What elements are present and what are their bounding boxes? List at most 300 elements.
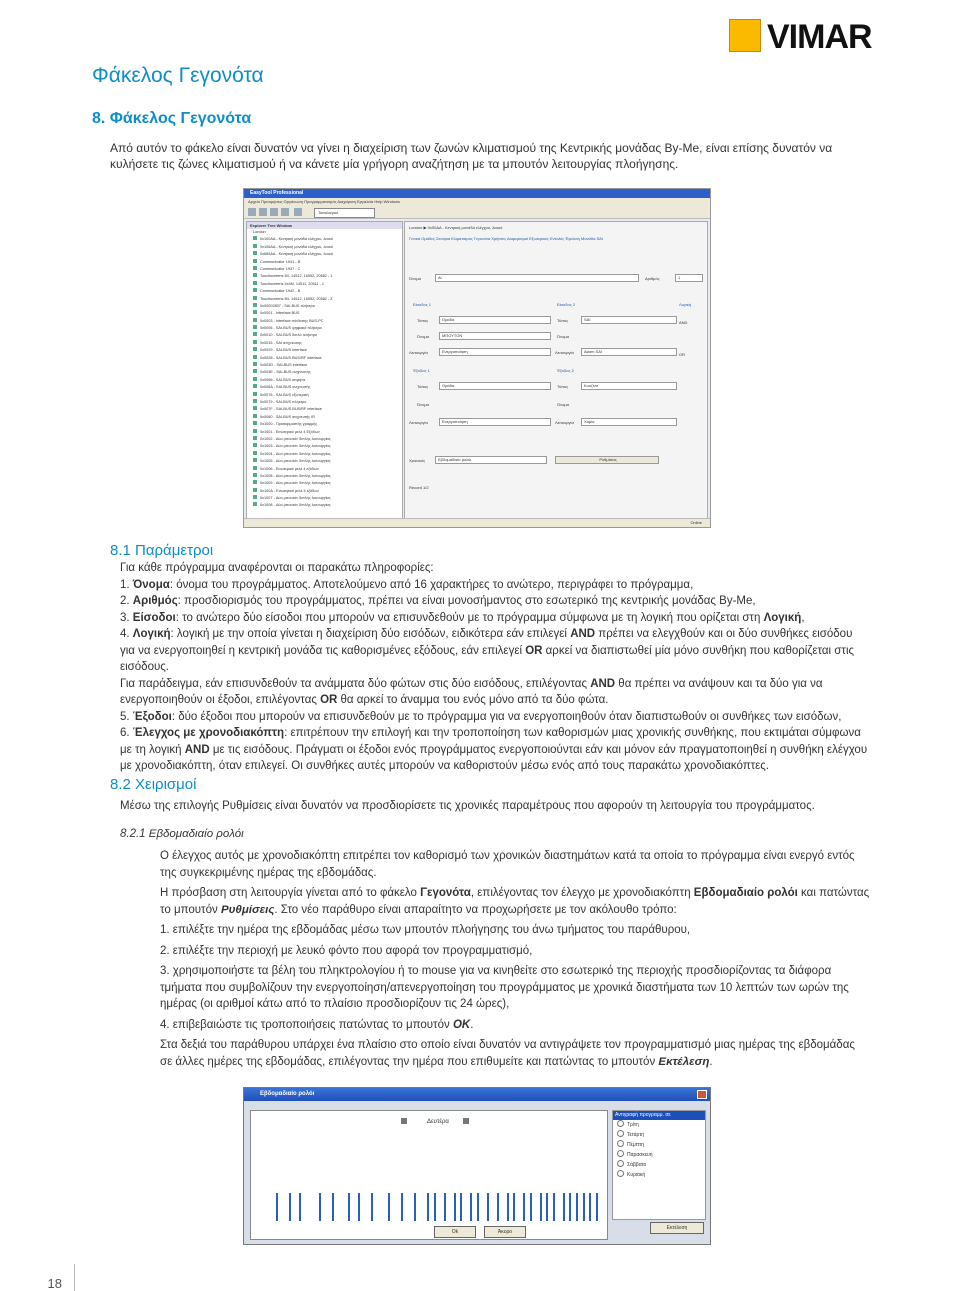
day-option-label: Σάββατο: [627, 1162, 647, 1168]
close-icon: [697, 1090, 707, 1099]
tree-item-label: 0x1004 - Δύο μπουτόν διπλής λειτουργίας: [260, 451, 331, 456]
active-slot: [332, 1193, 334, 1221]
radio-icon: [617, 1160, 624, 1167]
tree-item-label: 0x106AA - Κεντρική μονάδα ελέγχου, λευκό: [260, 244, 334, 249]
step-4: [160, 1017, 870, 1034]
param-2-term: Αριθμός: [132, 595, 178, 607]
param-6: [120, 725, 870, 775]
step-3: 3. χρησιμοποιήστε τα βέλη του πληκτρολογίου ή το mouse για να κινηθείτε στο εσωτερικό της περιοχής προσδιορίζοντας τα διάφορα τμήματα που συμβολίζουν την ενεργοποίηση/απενεργοποίηση του προγράμματος με χρονικά διαστήματα των 10 λεπτών των ωρών της ημέρας (οι αριθμοί κάτω από το πλαίσιο προσδιορίζουν τις 24 ώρες),: [160, 965, 849, 1010]
input2-type: SAI: [581, 316, 677, 324]
tree-item: [247, 236, 402, 243]
param-6-text-b: με τις εισόδους. Πράγματι οι έξοδοι ενός προγράμματος ενεργοποιούνται εάν και μόνον εάν πραγματοποιηθεί η συνθήκη ελέγχου με χρονοδιακόπτη, όταν επιλεγεί. Οι συνθήκες αυτές μπορούν να καθοριστούν μέσω ενός από τους παρακάτω χρονοδιακόπτες.: [120, 743, 868, 772]
output2-type: Κουζίνα: [581, 382, 677, 390]
input1-name: ΜΠΟΥΤΟΝ: [439, 332, 551, 340]
day-option-label: Κυριακή: [627, 1172, 646, 1178]
param-4: [120, 626, 870, 709]
tree-item-label: 0x0006 - SAI-BUS ψηφιακό πλήκτρο: [260, 326, 322, 331]
tree-item-label: Touchscreens 4x4M, 14511, 20511 - 1: [260, 281, 325, 286]
active-slot: [414, 1193, 416, 1221]
tree-root: London: [253, 230, 266, 234]
tree-item-label: Communicator 1942 - B: [260, 289, 301, 294]
output1-type: Ομάδα: [439, 382, 551, 390]
tree-item: [247, 429, 402, 436]
and-term: AND: [570, 628, 596, 640]
settings-lead: Μέσω της επιλογής Ρυθμίσεις είναι δυνατόν να προσδιορίσετε τις χρονικές παραμέτρους που αφορούν τη λειτουργία του προγράμματος.: [120, 800, 815, 812]
device-icon: [253, 296, 257, 300]
active-slot: [507, 1193, 509, 1221]
param-2: [120, 593, 870, 610]
active-slot: [460, 1193, 462, 1221]
tree-item-label: 0x100A - Εσωτερικό ρελέ 4 εξόδων: [260, 488, 320, 493]
active-slot: [319, 1193, 321, 1221]
active-slot: [299, 1193, 301, 1221]
param-3-num: 3.: [120, 611, 130, 624]
copy-list-header: Αντιγραφή προγραμμ. σε: [613, 1111, 705, 1120]
device-icon: [253, 347, 257, 351]
event-form: [404, 221, 708, 523]
param-4-example-b: θα πρέπει να ανάψουν και τα δύο για να ενεργοποιηθούν οι έξοδοι, επιλέγοντας: [120, 677, 823, 706]
active-slot: [427, 1193, 429, 1221]
device-icon: [253, 325, 257, 329]
active-slot: [454, 1193, 456, 1221]
active-slot: [348, 1193, 350, 1221]
active-slot: [596, 1193, 598, 1221]
tree-item: [247, 325, 402, 332]
easytool-screenshot: [243, 188, 711, 528]
active-slot: [276, 1193, 278, 1221]
device-icon: [253, 458, 257, 462]
tree-item: [247, 281, 402, 288]
device-icon: [253, 392, 257, 396]
device-icon: [253, 362, 257, 366]
param-5-term: Έξοδοι: [132, 710, 172, 723]
breadcrumb: London ▶ 0x00AA - Κεντρική μονάδα ελέγχου, λευκό: [409, 225, 503, 230]
or-option: OR: [679, 352, 685, 357]
device-icon: [253, 259, 257, 263]
active-slot: [470, 1193, 472, 1221]
tree-item: [247, 355, 402, 362]
func-label: Λειτουργία: [409, 350, 428, 355]
active-slot: [388, 1193, 390, 1221]
tree-item-label: Communicator 1941 - B: [260, 259, 301, 264]
active-slot: [546, 1193, 548, 1221]
device-icon: [253, 355, 257, 359]
status-bar: [244, 518, 710, 527]
param-1-num: 1.: [120, 578, 130, 591]
radio-icon: [617, 1130, 624, 1137]
tree-item: [247, 266, 402, 273]
tree-item: [247, 303, 402, 310]
tree-item: [247, 384, 402, 391]
and-term-2: AND: [590, 677, 616, 690]
settings-button-ref: Ρυθμίσεις: [220, 903, 275, 916]
tree-item: [247, 436, 402, 443]
param-5: [120, 709, 870, 726]
tree-item-label: Communicator 1937 - C: [260, 266, 301, 271]
tree-item-label: Touchscreens IM- 14512, 16952, 20582 - Z: [260, 296, 333, 301]
timer-select: Εβδομαδιαίο ρολόι: [435, 456, 547, 464]
tree-item: [247, 421, 402, 428]
schedule-panel: [250, 1110, 608, 1240]
tree-item-label: 0x0079 - SAI-BUS πλήκτρο: [260, 399, 307, 404]
execute-button-ref: Εκτέλεση: [658, 1055, 710, 1068]
step-4-end: .: [470, 1018, 474, 1031]
view-combo: Τοπολογικό: [314, 208, 375, 218]
tree-item-label: 0x666AA - Κεντρική μονάδα ελέγχου, λευκό: [260, 252, 334, 257]
device-icon: [253, 244, 257, 248]
device-icon: [253, 429, 257, 433]
schedule-band: [269, 1193, 599, 1221]
active-slot: [563, 1193, 565, 1221]
radio-icon: [617, 1140, 624, 1147]
tree-item: [247, 296, 402, 303]
tree-item: [247, 332, 402, 339]
new-icon: [248, 208, 256, 216]
device-icon: [253, 480, 257, 484]
device-icon: [253, 340, 257, 344]
device-icon: [253, 406, 257, 410]
settings-icon: [294, 208, 302, 216]
device-icon: [253, 436, 257, 440]
device-icon: [253, 303, 257, 307]
tree-item: [247, 273, 402, 280]
next-day-icon: [463, 1118, 469, 1124]
tree-item-label: 0x00002837 - SAI-BUS πλήκτρο: [260, 303, 315, 308]
dialog-title: Εβδομαδιαίο ρολόι: [244, 1088, 710, 1101]
active-slot: [401, 1193, 403, 1221]
page-header-title: Φάκελος Γεγονότα: [92, 64, 264, 87]
ok-button-ref: OK: [452, 1018, 471, 1031]
input2-func: Alarm SAI: [581, 348, 677, 356]
device-icon: [253, 310, 257, 314]
tree-item: [247, 318, 402, 325]
param-3-term: Είσοδοι: [132, 611, 176, 624]
copy-days-desc: [160, 1037, 870, 1070]
settings-heading: 8.2 Χειρισμοί: [110, 776, 197, 793]
day-option: [613, 1130, 705, 1140]
param-6-text-a: : επιτρέπουν την επιλογή και την τροποποίηση των καθορισμών μιας χρονικής συνθήκης, που εκτιμάται σύμφωνα με τη λογική: [120, 727, 861, 756]
number-field: 1: [675, 274, 703, 282]
out1-type-label: Τύπος: [417, 384, 429, 389]
param-4-num: 4.: [120, 628, 130, 640]
tree-item-label: 0x0003 - Interface σύνδεσης BUS-PC: [260, 318, 324, 323]
settings-button: Ρυθμίσεις: [555, 456, 659, 464]
params-list: [120, 560, 870, 775]
active-slot: [583, 1193, 585, 1221]
out2-func-label: Λειτουργία: [555, 420, 574, 425]
param-2-text: : προσδιορισμός του προγράμματος, πρέπει να είναι μονοσήμαντος στο εσωτερικό της κεντρικής μονάδας By-Me,: [177, 595, 756, 607]
tree-item-label: 0x1005 - Δύο μπουτόν διπλής λειτουργίας: [260, 459, 331, 464]
weekly-clock-ref: Εβδομαδιαίο ρολόι: [693, 887, 798, 899]
online-status: Online: [690, 520, 702, 525]
type-label: Τύπος: [417, 318, 429, 323]
tree-item-label: 0x1007 - Δύο μπουτόν διπλής λειτουργίας: [260, 496, 331, 501]
tree-item-label: 0x1001 - Εσωτερικό ρελέ 4 Εξόδων: [260, 429, 320, 434]
brand-logo: [729, 19, 871, 55]
name-label: Όνομα: [409, 276, 421, 281]
day-option-label: Τετάρτη: [627, 1132, 645, 1138]
weekly-clock-body: [160, 848, 870, 1070]
weekly-clock-desc: Ο έλεγχος αυτός με χρονοδιακόπτη επιτρέπει τον καθορισμό των χρονικών διαστημάτων κατά τα οποία το πρόγραμμα είναι ενεργό εντός της συγκεκριμένης ημέρας της εβδομάδας.: [160, 850, 855, 879]
tree-item: [247, 458, 402, 465]
tree-item-label: 0x1002 - Δύο μπουτόν διπλής λειτουργίας: [260, 436, 331, 441]
tree-item: [247, 369, 402, 376]
params-heading: 8.1 Παράμετροι: [110, 542, 214, 559]
tree-item: [247, 244, 402, 251]
device-icon: [253, 318, 257, 322]
tree-item-label: Touchscreens IM- 14512, 16952, 20582 - 1: [260, 274, 333, 279]
output2-func: Χαμία: [581, 418, 677, 426]
tree-item-label: 0x0029 - SAI-BUS Interface: [260, 348, 307, 353]
day-option-label: Παρασκευή: [627, 1152, 653, 1158]
copy-days-list: [612, 1110, 706, 1220]
param-3: 3. Είσοδοι: το ανώτερο δύο είσοδοι που μπορούν να επισυνδεθούν με το πρόγραμμα σύμφωνα με τη λογική που ορίζεται στη Λογική,: [120, 611, 805, 624]
tree-item-label: 0x0010 - SAI-BUS διπλό πλήκτρο: [260, 333, 317, 338]
day-option: [613, 1160, 705, 1170]
page-number-box: [0, 1264, 75, 1291]
radio-icon: [617, 1170, 624, 1177]
param-1: [120, 577, 870, 594]
tree-item: [247, 310, 402, 317]
save-icon: [270, 208, 278, 216]
tree-item: [247, 259, 402, 266]
active-slot: [434, 1193, 436, 1221]
menu-bar: Αρχείο Προτιμήσεις Οργάνωση Προγραμματισμός Διαχείριση Εργαλεία Help Windows: [244, 198, 710, 206]
input1-group: Είσοδος 1: [413, 302, 431, 307]
device-icon: [253, 273, 257, 277]
tree-item-label: 0x0015 - SAI ανίχνευσης: [260, 340, 302, 345]
day-option: [613, 1140, 705, 1150]
page-number: 18: [47, 1276, 62, 1291]
tree-item: [247, 362, 402, 369]
active-slot: [540, 1193, 542, 1221]
param-4-example-c: θα αρκεί το άναμμα του ενός μόνο από τα δύο φώτα.: [337, 694, 609, 706]
tree-item: [247, 340, 402, 347]
step-1: 1. επιλέξτε την ημέρα της εβδομάδας μέσω των μπουτόν πλοήγησης του άνω τμήματος του παράθυρου,: [160, 924, 691, 936]
number-label: Αριθμός: [645, 276, 660, 281]
brand-name: VIMAR: [767, 18, 872, 56]
input1-func: Ενεργοποίηση: [439, 348, 551, 356]
toolbar: [244, 206, 710, 219]
current-day: Δευτέρα: [427, 1119, 449, 1125]
device-icon: [253, 414, 257, 418]
section-intro: Από αυτόν το φάκελο είναι δυνατόν να γίνει η διαχείριση των ζωνών κλιματισμού της Κεντρικής μονάδας By-Me, είναι επίσης δυνατόν να κυλήσετε τις ζώνες κλιματισμού ή να κάνετε μία γρήγορη αναζήτηση με τα μπουτόν λειτουργίας πλοήγησης.: [110, 141, 833, 171]
day-option: [613, 1120, 705, 1130]
param-3-text: : το ανώτερο δύο είσοδοι που μπορούν να επισυνδεθούν με το πρόγραμμα σύμφωνα με τη λογική που ορίζεται στη: [175, 611, 764, 624]
input2-name-label: Όνομα: [557, 334, 569, 339]
tree-item-label: 0x0001 - Interface BUS: [260, 311, 300, 316]
param-4-text-b: πρέπει να ελεγχθούν και οι δύο συνθήκες εισόδου για να ενεργοποιηθεί η κεντρική μονάδα τις καθορισμένες εξόδους, εάν επιλεγεί: [120, 628, 853, 657]
active-slot: [530, 1193, 532, 1221]
device-icon: [253, 399, 257, 403]
param-2-num: 2.: [120, 595, 130, 607]
tree-item: [247, 399, 402, 406]
device-icon: [253, 421, 257, 425]
device-icon: [253, 266, 257, 270]
active-slot: [371, 1193, 373, 1221]
active-slot: [589, 1193, 591, 1221]
output2-group: Έξοδος 2: [557, 368, 574, 373]
tree-item: [247, 502, 402, 509]
out2-name-label: Όνομα: [557, 402, 569, 407]
tree-item: [247, 414, 402, 421]
weekly-clock-access: [160, 885, 870, 918]
params-lead: Για κάθε πρόγραμμα αναφέρονται οι παρακάτω πληροφορίες:: [120, 562, 434, 574]
tree-item-label: 0x006A - SAI-BUS ανιχνευτής: [260, 385, 311, 390]
radio-icon: [617, 1120, 624, 1127]
timer-label: Χρονικός: [409, 458, 426, 463]
param-4-text-c: αρκεί να διαπιστωθεί μία μόνο συνθήκη που καθορίζεται στις εισόδους.: [120, 644, 855, 673]
or-term-2: OR: [320, 694, 338, 706]
param-5-text: : δύο έξοδοι που μπορούν να επισυνδεθούν με το πρόγραμμα για να ενεργοποιηθούν όταν διαπιστωθούν οι συνθήκες των εισόδων,: [171, 710, 842, 723]
tree-title: Explorer Tree Window: [247, 222, 402, 229]
tree-item-label: 0x1006 - Εσωτερικό ρελέ 4 εξόδων: [260, 466, 319, 471]
tree-item-label: 0x1008 - Δύο μπουτόν διπλής λειτουργίας: [260, 473, 331, 478]
step-4-text: 4. επιβεβαιώστε τις τροποποιήσεις πατώντας το μπουτόν: [160, 1018, 453, 1031]
out1-name-label: Όνομα: [417, 402, 429, 407]
active-slot: [569, 1193, 571, 1221]
cancel-button: Άκυρο: [484, 1226, 526, 1238]
and-term-3: AND: [184, 743, 210, 756]
param-6-num: 6.: [120, 727, 130, 739]
device-icon: [253, 451, 257, 455]
tree-item-label: 0x1003 - Δύο μπουτόν διπλής λειτουργίας: [260, 444, 331, 449]
day-option-label: Τρίτη: [627, 1122, 639, 1128]
out2-type-label: Τύπος: [557, 384, 569, 389]
events-folder-ref: Γεγονότα: [420, 887, 471, 899]
access-text-g: . Στο νέο παράθυρο είναι απαραίτητο να προχωρήσετε με τον ακόλουθο τρόπο:: [274, 903, 677, 916]
device-icon: [253, 369, 257, 373]
input1-name-label: Όνομα: [417, 334, 429, 339]
tree-item: [247, 466, 402, 473]
day-option: [613, 1170, 705, 1180]
tree-item: [247, 480, 402, 487]
tree-item-label: 0x1000 - Προσαρμοστής γραμμής: [260, 422, 318, 427]
tree-item: [247, 443, 402, 450]
param-4-text-a: : λογική με την οποία γίνεται η διαχείριση δύο εισόδων, ειδικότερα εάν επιλεγεί: [170, 628, 571, 640]
tree-item: [247, 495, 402, 502]
tree-item-label: 0x0028 - SAI-BUS BUS/RF interface: [260, 355, 322, 360]
window-title: EasyTool Professional: [244, 189, 710, 198]
active-slot: [487, 1193, 489, 1221]
device-icon: [253, 251, 257, 255]
tree-item: [247, 406, 402, 413]
day-option: [613, 1150, 705, 1160]
tree-item-label: 0x003E - SAI-BUS ανιχνευτής: [260, 370, 311, 375]
device-icon: [253, 281, 257, 285]
active-slot: [513, 1193, 515, 1221]
tree-item: [247, 488, 402, 495]
device-icon: [253, 443, 257, 447]
logic-group: Λογική: [679, 302, 692, 307]
device-icon: [253, 495, 257, 499]
tree-item-label: 0x003D - SAI-BUS interface: [260, 363, 308, 368]
param-1-term: Όνομα: [132, 578, 170, 591]
param-3-logic-ref: Λογική: [763, 611, 802, 624]
prev-day-icon: [401, 1118, 407, 1124]
tree-item: [247, 347, 402, 354]
execute-button: Εκτέλεση: [650, 1222, 704, 1234]
active-slot: [477, 1193, 479, 1221]
active-slot: [553, 1193, 555, 1221]
tree-item: [247, 377, 402, 384]
vimar-logo-icon: [729, 19, 761, 52]
device-icon: [253, 236, 257, 240]
tree-item-label: 0x1008 - Δύο μπουτόν διπλής λειτουργίας: [260, 503, 331, 508]
weekly-clock-subheading: 8.2.1 Εβδομαδιαίο ρολόι: [120, 828, 244, 840]
ok-button: Ok: [434, 1226, 476, 1238]
section-heading: 8. Φάκελος Γεγονότα: [92, 110, 252, 127]
weekly-clock-screenshot: [243, 1087, 711, 1245]
access-text-a: Η πρόσβαση στη λειτουργία γίνεται από το φάκελο: [160, 887, 421, 899]
active-slot: [497, 1193, 499, 1221]
active-slot: [576, 1193, 578, 1221]
active-slot: [289, 1193, 291, 1221]
device-icon: [253, 502, 257, 506]
and-option: AND: [679, 320, 688, 325]
active-slot: [358, 1193, 360, 1221]
param-1-text: : όνομα του προγράμματος. Αποτελούμενο από 16 χαρακτήρες το ανώτερο, περιγράφει το πρόγραμμα,: [169, 578, 694, 591]
copy-text: Στα δεξιά του παράθυρου υπάρχει ένα πλαίσιο στο οποίο είναι δυνατόν να αντιγράψετε τον προγραμματισμό μιας ημέρας της εβδομάδας σε άλλες ημέρες της εβδομάδας, επιλέγοντας την ημέρα που επιθυμείτε και πατώντας το μπουτόν: [160, 1039, 855, 1068]
form-tabs: Γενικά Ομάδες Σενάρια Κλιματισμός Γεγονότα Χρήστες Διαμερισμοί Εξωτερικές Εντολές Έγκλιση Μονάδα SAI: [409, 236, 603, 241]
active-slot: [523, 1193, 525, 1221]
explorer-tree: [246, 221, 403, 523]
record-indicator: Record 1/2: [409, 485, 429, 490]
param-4-example-a: Για παράδειγμα, εάν επισυνδεθούν τα ανάμματα δύο φώτων στις δύο εισόδους, επιλέγοντας: [120, 677, 591, 690]
tree-item: [247, 288, 402, 295]
input1-type: Ομάδα: [439, 316, 551, 324]
tree-item: [247, 451, 402, 458]
device-icon: [253, 332, 257, 336]
device-icon: [253, 377, 257, 381]
tree-item-label: 0x100AA - Κεντρική μονάδα ελέγχου, λευκό: [260, 237, 334, 242]
output1-group: Έξοδος 1: [413, 368, 430, 373]
type-label-2: Τύπος: [557, 318, 569, 323]
open-icon: [259, 208, 267, 216]
day-option-label: Πέμπτη: [627, 1142, 644, 1148]
tree-item-label: 0x0066 - SAI-BUS σειρήνα: [260, 377, 306, 382]
access-text-e: και πατώντας το μπουτόν: [160, 887, 870, 916]
device-icon: [253, 384, 257, 388]
tree-item-label: 0x007F - SAI-BUS BUS/RF interface: [260, 407, 322, 412]
active-slot: [444, 1193, 446, 1221]
output1-func: Ενεργοποίηση: [439, 418, 551, 426]
tree-item-label: 0x0076 - SAI-BUS εξωτερική: [260, 392, 309, 397]
tree-item-label: 0x1009 - Δύο μπουτόν διπλής λειτουργίας: [260, 481, 331, 486]
tree-item-label: 0x0080 - SAI-BUS ανιχνευτής IR: [260, 414, 315, 419]
access-text-c: , επιλέγοντας τον έλεγχο με χρονοδιακόπτη: [470, 887, 694, 899]
tree-item: [247, 473, 402, 480]
device-icon: [253, 473, 257, 477]
radio-icon: [617, 1150, 624, 1157]
input2-group: Είσοδος 2: [557, 302, 575, 307]
tree-item: [247, 392, 402, 399]
step-2: 2. επιλέξτε την περιοχή με λευκό φόντο που αφορά τον προγραμματισμό,: [160, 944, 533, 957]
name-field: Al: [435, 274, 639, 282]
param-5-num: 5.: [120, 710, 130, 723]
print-icon: [281, 208, 289, 216]
param-6-term: Έλεγχος με χρονοδιακόπτη: [132, 727, 285, 739]
func-label-2: Λειτουργία: [555, 350, 574, 355]
device-icon: [253, 288, 257, 292]
or-term: OR: [525, 644, 543, 657]
copy-end: .: [709, 1055, 713, 1068]
device-icon: [253, 488, 257, 492]
param-4-term: Λογική: [132, 628, 171, 640]
device-icon: [253, 466, 257, 470]
out1-func-label: Λειτουργία: [409, 420, 428, 425]
tree-item: [247, 251, 402, 258]
